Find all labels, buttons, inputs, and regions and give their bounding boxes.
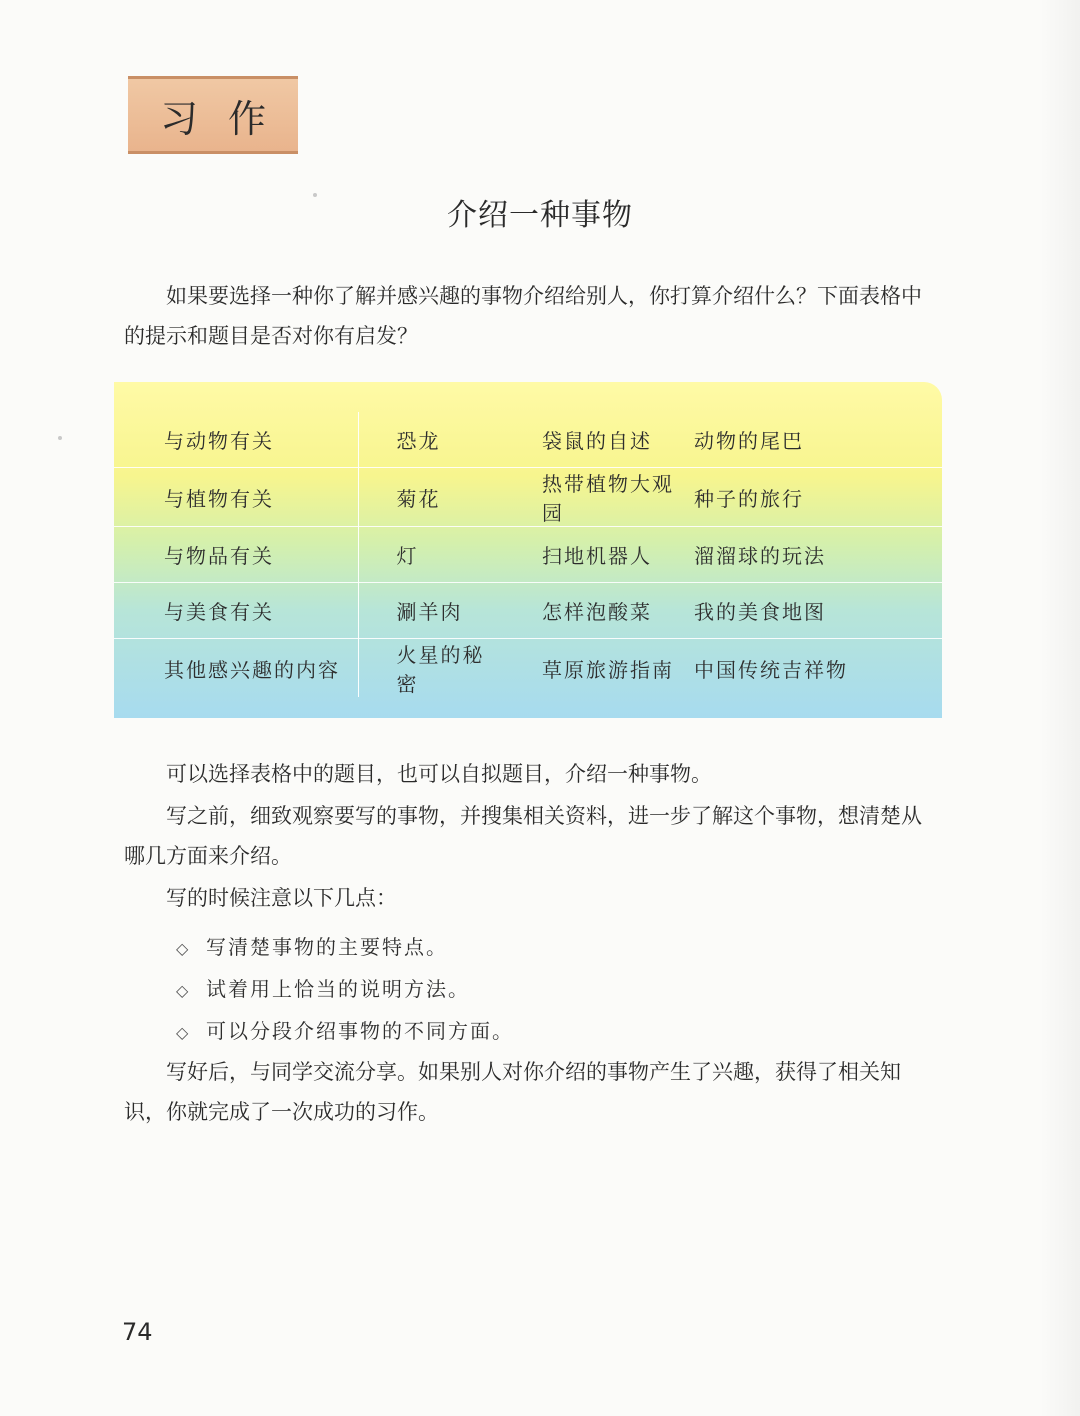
row-category: 与动物有关 — [114, 412, 358, 468]
section-label — [128, 76, 298, 154]
topic-cell: 扫地机器人 — [504, 527, 694, 583]
topic-cell: 我的美食地图 — [694, 583, 942, 639]
row-category: 与植物有关 — [114, 468, 358, 527]
row-category: 其他感兴趣的内容 — [114, 639, 358, 698]
topic-cell: 恐龙 — [358, 412, 504, 468]
topic-cell: 灯 — [358, 527, 504, 583]
intro-paragraph: 如果要选择一种你了解并感兴趣的事物介绍给别人，你打算介绍什么？下面表格中的提示和题目是否对你有启发？ — [124, 284, 922, 348]
topic-cell: 动物的尾巴 — [694, 412, 942, 468]
section-label-text: 习作 — [159, 96, 296, 141]
paragraph-while-writing: 写的时候注意以下几点： — [166, 886, 397, 910]
tip-text: 写清楚事物的主要特点。 — [206, 935, 448, 959]
row-category: 与美食有关 — [114, 583, 358, 639]
table-row — [114, 639, 942, 698]
topic-cell: 溜溜球的玩法 — [694, 527, 942, 583]
topic-cell: 袋鼠的自述 — [504, 412, 694, 468]
topic-cell: 火星的秘密 — [396, 643, 485, 696]
tip-item — [176, 926, 514, 968]
tip-text: 试着用上恰当的说明方法。 — [206, 977, 470, 1001]
table-row — [114, 412, 942, 468]
paragraph-choose-topic: 可以选择表格中的题目，也可以自拟题目，介绍一种事物。 — [166, 762, 712, 786]
print-speck — [58, 436, 62, 440]
tips-list — [176, 926, 514, 1052]
paragraph-before-writing: 写之前，细致观察要写的事物，并搜集相关资料，进一步了解这个事物，想清楚从哪几方面来介绍。 — [124, 804, 922, 868]
hollow-diamond-icon: ◇ — [176, 981, 191, 1000]
tip-item — [176, 968, 514, 1010]
paragraph-after-writing: 写好后，与同学交流分享。如果别人对你介绍的事物产生了兴趣，获得了相关知识，你就完成了一次成功的习作。 — [124, 1060, 901, 1124]
topic-table-grid — [114, 412, 942, 697]
topic-cell: 中国传统吉祥物 — [694, 657, 848, 682]
table-row — [114, 583, 942, 639]
topic-cell: 怎样泡酸菜 — [504, 583, 694, 639]
topic-cell: 热带植物大观园 — [504, 468, 694, 527]
topic-cell: 草原旅游指南 — [542, 657, 674, 682]
tip-item — [176, 1010, 514, 1052]
row-category: 与物品有关 — [114, 527, 358, 583]
hollow-diamond-icon: ◇ — [176, 1023, 191, 1042]
topic-cell: 涮羊肉 — [358, 583, 504, 639]
table-row — [114, 527, 942, 583]
table-row — [114, 468, 942, 527]
hollow-diamond-icon: ◇ — [176, 939, 191, 958]
page-number: 74 — [122, 1318, 153, 1346]
topic-cell: 菊花 — [358, 468, 504, 527]
topic-cell: 种子的旅行 — [694, 468, 942, 527]
topic-table — [114, 382, 942, 718]
tip-text: 可以分段介绍事物的不同方面。 — [206, 1019, 514, 1043]
page-title: 介绍一种事物 — [447, 198, 633, 233]
